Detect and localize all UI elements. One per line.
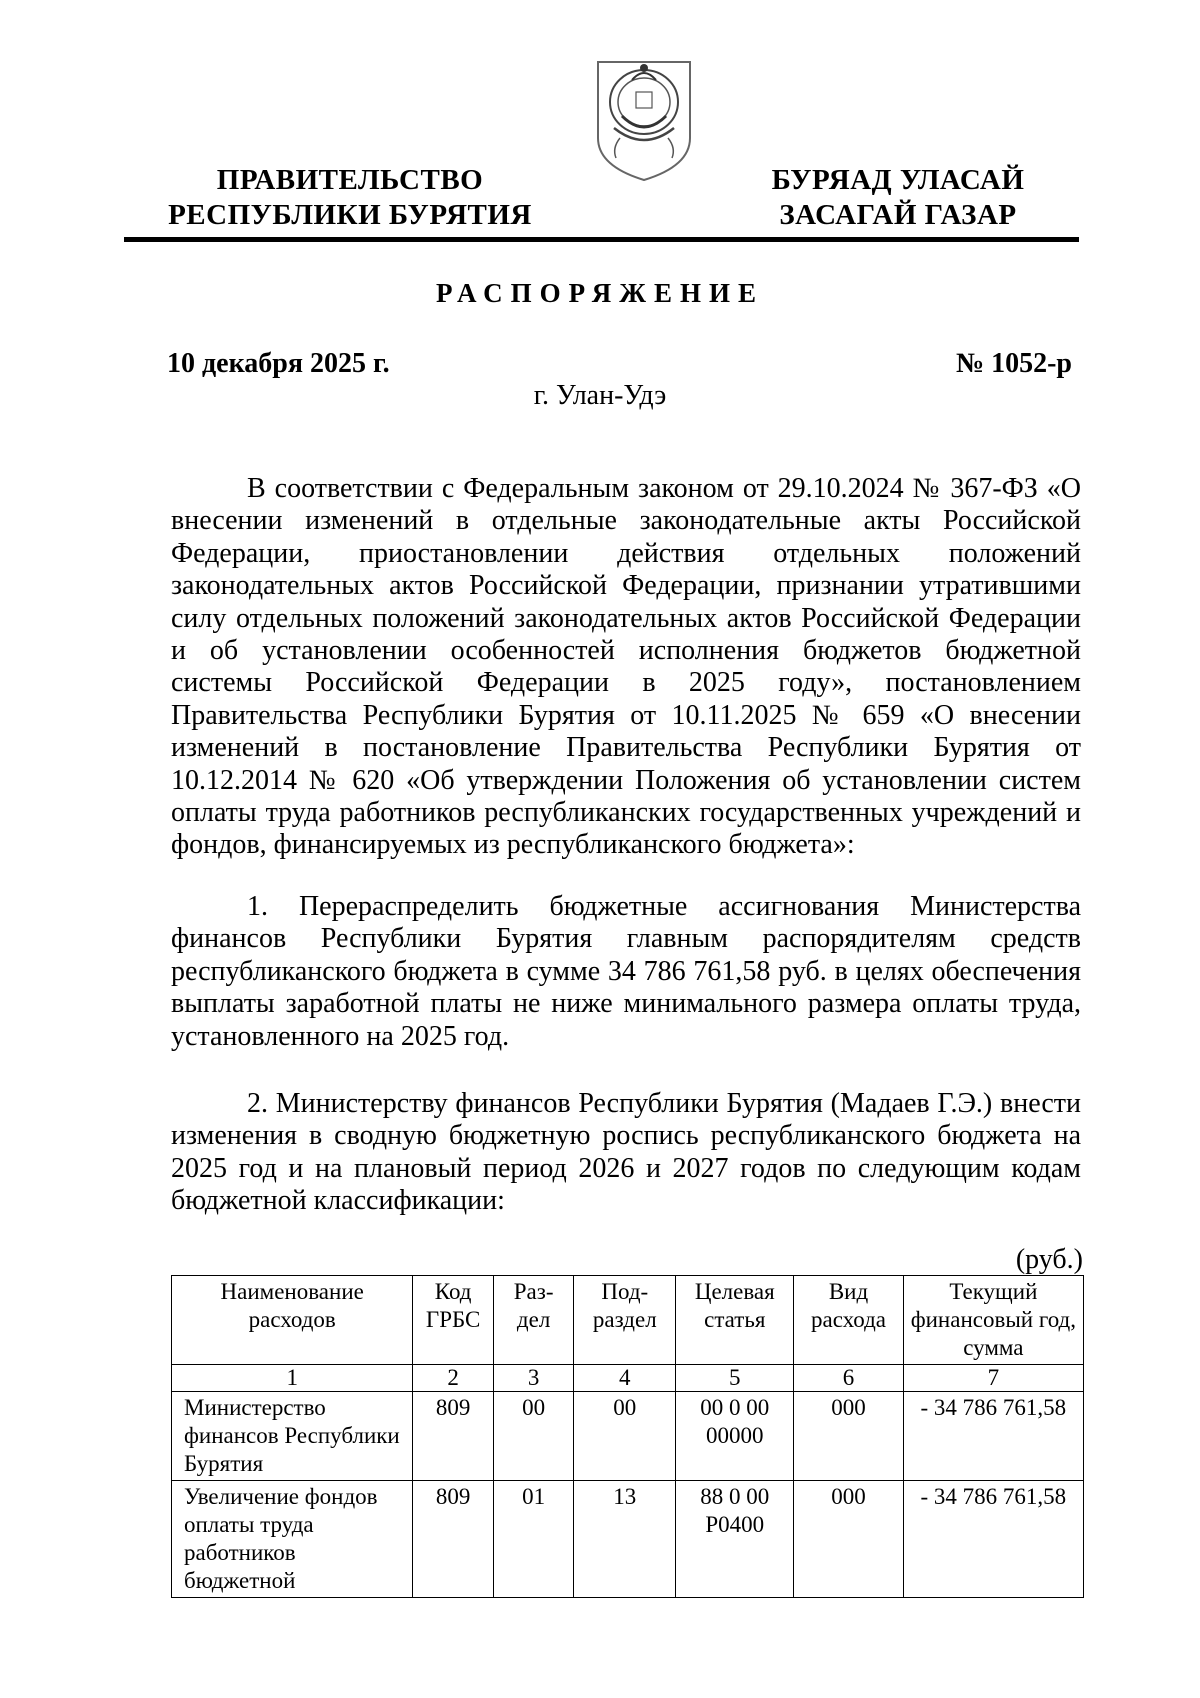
clause-1-paragraph: 1. Перераспределить бюджетные ассигнования Министерства финансов Республики Бурятия главным распорядителям средств республиканского бюджета в сумме 34 786 761,58 руб. в целях обеспечения выплаты заработной платы не ниже минимального размера оплаты труда, установленного на 2025 год. — [171, 891, 1081, 1052]
document-date: 10 декабря 2025 г. — [167, 348, 390, 379]
header-cell-grbs: Код ГРБС — [413, 1276, 493, 1365]
header-cell-subsection: Под-раздел — [574, 1276, 676, 1365]
header-cell-section: Раз-дел — [493, 1276, 573, 1365]
government-name-ru-line2: РЕСПУБЛИКИ БУРЯТИЯ — [168, 199, 532, 231]
column-number: 1 — [172, 1365, 413, 1392]
government-name-bur-line2: ЗАСАГАЙ ГАЗАР — [779, 199, 1017, 231]
cell-amount: - 34 786 761,58 — [903, 1392, 1083, 1481]
coat-of-arms-icon — [592, 54, 696, 184]
cell-name: Министерство финансов Республики Бурятия — [172, 1392, 413, 1481]
header-cell-amount: Текущий финансовый год, сумма — [903, 1276, 1083, 1365]
table-row — [172, 1481, 1084, 1598]
column-number: 5 — [676, 1365, 794, 1392]
column-number: 6 — [794, 1365, 903, 1392]
table-unit-label: (руб.) — [1015, 1244, 1083, 1275]
document-city: г. Улан-Удэ — [533, 380, 667, 411]
cell-name: Увеличение фондов оплаты труда работников бюджетной — [172, 1481, 413, 1598]
table-header-row — [172, 1276, 1084, 1365]
government-name-ru — [165, 163, 535, 233]
budget-table — [171, 1275, 1084, 1598]
cell-expense-type: 000 — [794, 1481, 903, 1598]
cell-amount: - 34 786 761,58 — [903, 1481, 1083, 1598]
clause-2-paragraph: 2. Министерству финансов Республики Бурятия (Мадаев Г.Э.) внести изменения в сводную бюджетную роспись республиканского бюджета на 2025 год и на плановый период 2026 и 2027 годов по следующим кодам бюджетной классификации: — [171, 1088, 1081, 1217]
column-number: 4 — [574, 1365, 676, 1392]
government-name-ru-line1: ПРАВИТЕЛЬСТВО — [216, 164, 484, 196]
cell-target-item: 88 0 00 Р0400 — [676, 1481, 794, 1598]
cell-subsection: 00 — [574, 1392, 676, 1481]
column-number: 7 — [903, 1365, 1083, 1392]
header-cell-target-item: Целевая статья — [676, 1276, 794, 1365]
table-column-number-row — [172, 1365, 1084, 1392]
cell-grbs: 809 — [413, 1481, 493, 1598]
table-row — [172, 1392, 1084, 1481]
header-divider — [124, 237, 1079, 242]
cell-section: 01 — [493, 1481, 573, 1598]
cell-grbs: 809 — [413, 1392, 493, 1481]
column-number: 3 — [493, 1365, 573, 1392]
government-name-bur — [758, 163, 1038, 233]
cell-expense-type: 000 — [794, 1392, 903, 1481]
header-cell-expense-type: Вид расхода — [794, 1276, 903, 1365]
document-number: № 1052-р — [955, 348, 1072, 379]
cell-target-item: 00 0 00 00000 — [676, 1392, 794, 1481]
document-title: РАСПОРЯЖЕНИЕ — [435, 278, 765, 308]
government-name-bur-line1: БУРЯАД УЛАСАЙ — [771, 164, 1025, 196]
cell-subsection: 13 — [574, 1481, 676, 1598]
preamble-paragraph: В соответствии с Федеральным законом от 29.10.2024 № 367-ФЗ «О внесении изменений в отдельные законодательные акты Российской Федерации, приостановлении действия отдельных положений законодательных актов Российской Федерации, признании утратившими силу отдельных положений законодательных актов Российской Федерации и об установлении особенностей исполнения бюджетов бюджетной системы Российской Федерации в 2025 году», постановлением Правительства Республики Бурятия от 10.11.2025 № 659 «О внесении изменений в постановление Правительства Республики Бурятия от 10.12.2014 № 620 «Об утверждении Положения об установлении систем оплаты труда работников республиканских государственных учреждений и фондов, финансируемых из республиканского бюджета»: — [171, 473, 1081, 861]
cell-section: 00 — [493, 1392, 573, 1481]
column-number: 2 — [413, 1365, 493, 1392]
header-cell-name: Наименование расходов — [172, 1276, 413, 1365]
